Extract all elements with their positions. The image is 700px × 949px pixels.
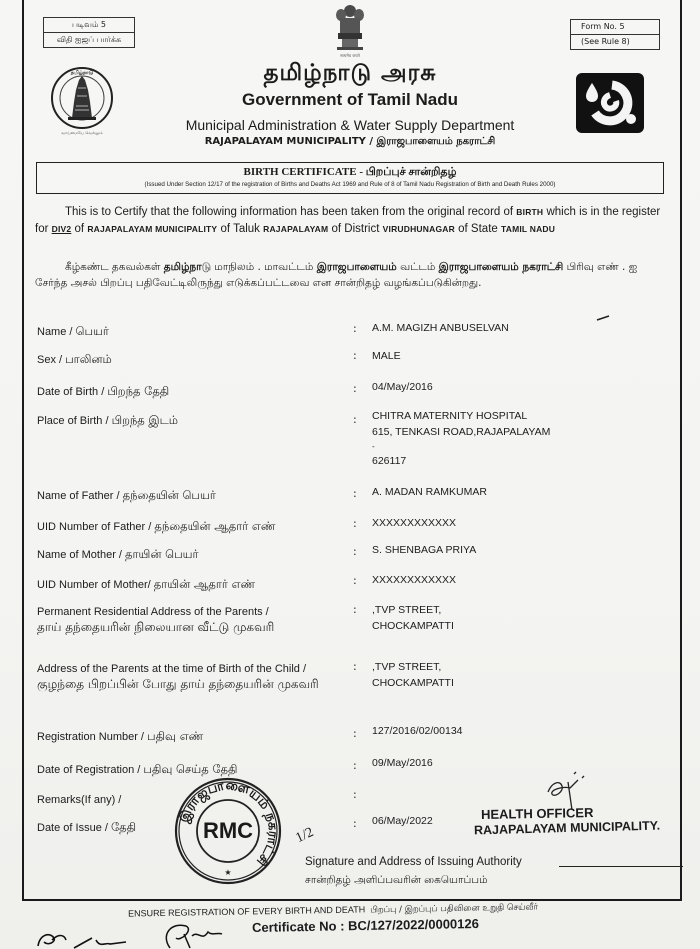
field-label-date-of-birth: Date of Birth / பிறந்த தேதி: [37, 384, 170, 398]
field-value-date-of-birth: 04/May/2016: [372, 381, 433, 393]
municipality-name: RAJAPALAYAM MUNICIPALITY / இராஜபாளையம் நகராட்சி: [204, 136, 496, 147]
field-value-father-uid: XXXXXXXXXXXX: [372, 517, 457, 529]
page-fraction-mark: 1/2: [293, 824, 317, 847]
field-label-registration-number: Registration Number / பதிவு எண்: [37, 729, 204, 743]
field-label-sex: Sex / பாலினம்: [37, 352, 112, 366]
svg-text:★: ★: [224, 868, 232, 877]
field-label-address-at-birth: Address of the Parents at the time of Birth of the Child / குழந்தை பிறப்பின் போது தாய் தந்தையரின் முகவரி: [37, 663, 319, 691]
field-label-father-uid: UID Number of Father / தந்தையின் ஆதார் எண்: [37, 519, 276, 533]
department-name: Municipal Administration & Water Supply Department: [185, 117, 515, 133]
field-value-mother-uid: XXXXXXXXXXXX: [372, 574, 457, 586]
field-value-permanent-address: ,TVP STREET, CHOCKAMPATTI: [372, 604, 454, 632]
taluk: RAJAPALAYAM: [263, 224, 329, 234]
emblem-caption: सत्यमेव जयते: [340, 53, 360, 58]
field-label-father-name: Name of Father / தந்தையின் பெயர்: [37, 488, 216, 502]
certificate-title-box: [36, 162, 664, 194]
form-number-box-tamil: [43, 17, 135, 48]
field-value-sex: MALE: [372, 350, 401, 362]
division: DIV2: [51, 224, 72, 234]
certificate-legal-reference: (Issued Under Section 12/17 of the registration of Births and Deaths Act 1969 and Rule of 8 of Tamil Nadu Registration of Birth and Death Rules 2000): [144, 181, 556, 188]
certificate-title: BIRTH CERTIFICATE - பிறப்புச் சான்றிதழ்: [243, 166, 457, 178]
field-label-place-of-birth: Place of Birth / பிறந்த இடம்: [37, 413, 179, 427]
birth-certificate-page: படிவம் 5 விதி ஐஜப் பார்க்க Form No. 5 (See Rule 8) सत्यमेव जयते தமிழ்நாடு வாய்மையே வெல்லும் தமிழ்நாடு அரசு Government of Tamil Nadu Municipal Administration & Water Supply Department RAJAPALAYAM MUNICIPALITY / இராஜபாளையம் நகராட்சி BIRTH CERTIFICATE - பிறப்புச் சான்றிதழ் (Issued Under Section 12/17 of the registration of Births and Deaths Act 1969 and Rule of 8 of Tamil Nadu Registration of Birth and Death Rules 2000) This is to Certify that the following information has been taken from the original record of BIRTH which is in the register for DIV2 of RAJAPALAYAM MUNICIPALITY of Taluk RAJAPALAYAM of District VIRUDHUNAGAR of State TAMIL NADU கீழ்கண்ட தகவல்கள் தமிழ்நாடு மாநிலம் . மாவட்டம் இராஜபாளையம் வட்டம் இராஜபாளையம் நகராட்சி பிரிவு எண் . ஐ சேர்ந்த அசல் பிறப்பு பதிவேட்டிலிருந்து எடுக்கப்பட்டவை என சான்றிதழ் வழங்கப்படுகின்றது. Name / பெயர் : A.M. MAGIZH ANBUSELVAN Sex / பாலினம் : MALE Date of Birth / பிறந்த தேதி : 04/May/2016 Place of Birth / பிறந்த இடம் : CHITRA MATERNITY HOSPITAL 615, TENKASI ROAD,RAJAPALAYAM - 626117 Name of Father / தந்தையின் பெயர் : A. MADAN RAMKUMAR UID Number of Father / தந்தையின் ஆதார் எண் : XXXXXXXXXXXX Name of Mother / தாயின் பெயர் : S. SHENBAGA PRIYA UID Number of Mother/ தாயின் ஆதார் எண் : XXXXXXXXXXXX Permanent Residential Address of the Parents / தாய் தந்தையரின் நிலையான வீட்டு முகவரி : ,TVP STREET, CHOCKAMPATTI Address of the Parents at the time of Birth of the Child / குழந்தை பிறப்பின் போது தாய் தந்தையரின் முகவரி : ,TVP STREET, CHOCKAMPATTI Registration Number / பதிவு எண் : 127/2016/02/00134 Date of Registration / பதிவு செய்த தேதி : 09/May/2016 Remarks(If any) / : Date of Issue / தேதி : 06/May/2022 இராஜபாளையம் நகராட்சி RMC ★ 1/2 HEALTH OFFICER RAJAPALAYAM MUNICIPALITY. Signature and Address of Issuing Authority சான்றிதழ் அளிப்பவரின் கையொப்பம் ENSURE REGISTRATION OF EVERY BIRTH AND DEATH பிறப்பு / இறப்புப் பதிவினை உறுதி செய்வீர் Certificate No : BC/127/2022/0000126: [0, 0, 700, 949]
field-label-date-of-registration: Date of Registration / பதிவு செய்த தேதி: [37, 762, 238, 776]
field-value-date-of-registration: 09/May/2016: [372, 757, 433, 769]
state: TAMIL NADU: [500, 224, 556, 234]
local-body: RAJAPALAYAM MUNICIPALITY: [87, 224, 218, 234]
rule-reference: (See Rule 8): [581, 37, 630, 46]
field-label-remarks: Remarks(If any) /: [37, 794, 122, 806]
certification-statement: This is to Certify that the following information has been taken from the original record of BIRTH which is in the register for DIV2 of RAJAPALAYAM MUNICIPALITY of Taluk RAJAPALAYAM of District VIRUDHUNAGAR of State TAMIL NADU: [35, 206, 661, 235]
field-label-permanent-address: Permanent Residential Address of the Parents / தாய் தந்தையரின் நிலையான வீட்டு முகவரி: [37, 606, 275, 634]
field-value-date-of-issue: 06/May/2022: [372, 815, 433, 827]
government-title-tamil: தமிழ்நாடு அரசு: [263, 60, 437, 86]
signature-label-tamil: சான்றிதழ் அளிப்பவரின் கையொப்பம்: [305, 874, 488, 886]
certificate-number: Certificate No : BC/127/2022/0000126: [251, 916, 480, 935]
record-type: BIRTH: [516, 207, 544, 217]
municipality-seal-stamp: [173, 776, 283, 886]
field-value-father-name: A. MADAN RAMKUMAR: [372, 486, 487, 498]
field-label-mother-uid: UID Number of Mother/ தாயின் ஆதார் எண்: [37, 577, 256, 591]
svg-text:இராஜபாளையம் நகராட்சி: இராஜபாளையம் நகராட்சி: [176, 777, 281, 869]
district: VIRUDHUNAGAR: [382, 224, 455, 234]
form-number-box-english: [570, 19, 660, 50]
signature-label: Signature and Address of Issuing Authority: [305, 856, 522, 868]
field-value-address-at-birth: ,TVP STREET, CHOCKAMPATTI: [372, 661, 454, 689]
svg-text:தமிழ்நாடு: தமிழ்நாடு: [70, 70, 94, 76]
field-value-place-of-birth: CHITRA MATERNITY HOSPITAL 615, TENKASI ROAD,RAJAPALAYAM - 626117: [372, 410, 551, 467]
signature-line: [559, 866, 683, 867]
field-value-mother-name: S. SHENBAGA PRIYA: [372, 544, 477, 556]
ashoka-lion-emblem-icon: [333, 2, 367, 54]
health-officer-signature: [540, 770, 590, 810]
handwritten-signatures: [30, 920, 230, 949]
issuer-title: HEALTH OFFICER: [480, 805, 594, 822]
government-title: Government of Tamil Nadu: [242, 90, 458, 109]
svg-text:RMC: RMC: [202, 818, 254, 843]
field-value-registration-number: 127/2016/02/00134: [372, 725, 463, 737]
issuer-office: RAJAPALAYAM MUNICIPALITY.: [473, 818, 661, 838]
field-label-name: Name / பெயர்: [37, 324, 109, 338]
form-number: Form No. 5: [571, 20, 659, 35]
field-value-name: A.M. MAGIZH ANBUSELVAN: [372, 322, 509, 334]
seal-caption: வாய்மையே வெல்லும்: [61, 130, 103, 135]
form-number-tamil: படிவம் 5: [44, 18, 134, 33]
rule-reference-tamil: விதி ஐஜப் பார்க்க: [56, 35, 122, 44]
certification-statement-tamil: கீழ்கண்ட தகவல்கள் தமிழ்நாடு மாநிலம் . மாவட்டம் இராஜபாளையம் வட்டம் இராஜபாளையம் நகராட்சி பிரிவு எண் . ஐ சேர்ந்த அசல் பிறப்பு பதிவேட்டிலிருந்து எடுக்கப்பட்டவை என சான்றிதழ் வழங்கப்படுகின்றது.: [35, 261, 638, 289]
field-label-mother-name: Name of Mother / தாயின் பெயர்: [37, 547, 199, 561]
registration-reminder: ENSURE REGISTRATION OF EVERY BIRTH AND DEATH பிறப்பு / இறப்புப் பதிவினை உறுதி செய்வீர்: [127, 902, 539, 919]
field-label-date-of-issue: Date of Issue / தேதி: [37, 820, 137, 834]
